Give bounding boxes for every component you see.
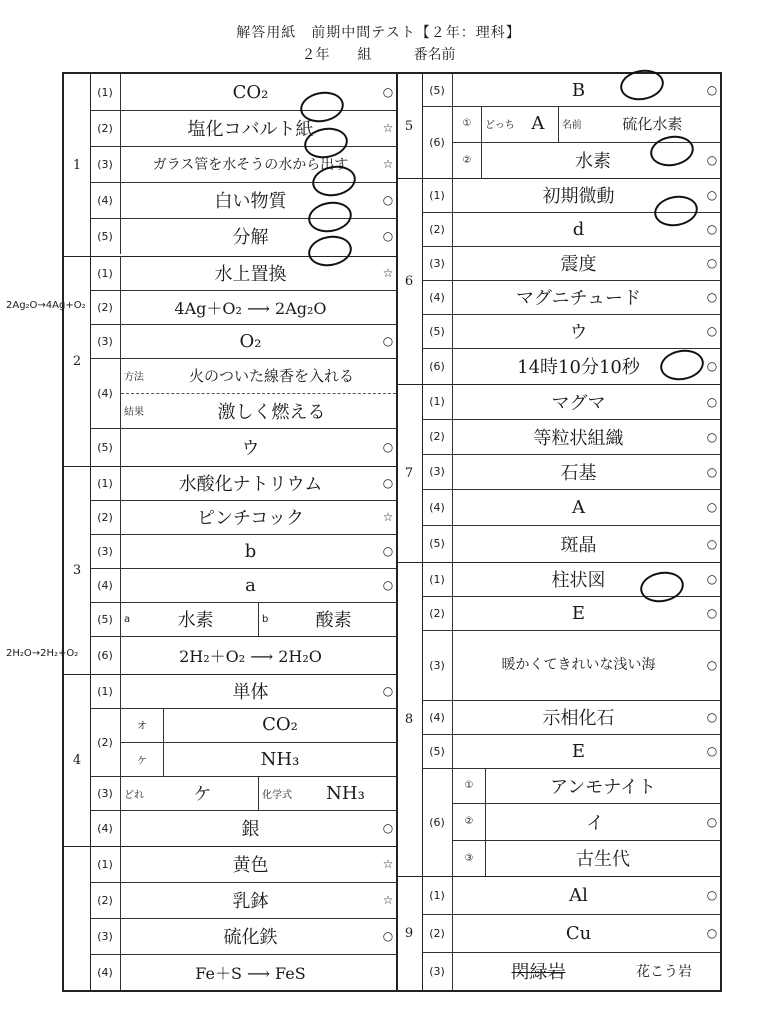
answer-text: 14時10分10秒 [517,357,640,378]
answer-text: 硫化水素 [622,115,683,134]
question-number: (4) [90,358,121,428]
answer-text: アンモナイト [549,776,657,798]
answer-row [422,280,720,315]
answer-row [90,776,396,811]
question-number: (4) [90,810,121,846]
result-label: 結果 [124,407,144,419]
answer-row [422,384,720,420]
answer-row [90,918,396,955]
answer-text: 閃緑岩 [511,962,566,983]
section-4 [64,674,396,847]
question-number: (2) [90,882,121,918]
answer-text: NH₃ [260,748,300,770]
answer-row [422,525,720,562]
answer-row [422,700,720,735]
margin-note: 2Ag₂O→4Ag+O₂ [6,300,86,311]
question-number: (4) [422,489,453,525]
answer-text: 単体 [232,682,269,703]
answer-text: E [571,740,586,762]
answer-sheet [62,72,722,992]
method-label: 方法 [124,371,144,383]
mark-symbol: ☆ [382,266,394,280]
answer-row [90,466,396,501]
page-title: 解答用紙 前期中間テスト【２年：理科】 [236,25,521,41]
answer-text: 硫化鉄 [223,927,278,948]
question-number: (2) [422,596,453,630]
section-4b [64,846,396,990]
formula-label: 化学式 [262,789,292,801]
section-number: 2 [64,256,91,466]
question-number: (5) [422,314,453,348]
which-label: どれ [124,789,144,801]
mark-symbol: ○ [706,606,718,620]
answer-row [90,358,396,429]
question-number: (1) [422,178,453,212]
answer-text: A [531,113,545,135]
question-number: (5) [422,525,453,562]
answer-row [90,882,396,919]
mark-symbol: ○ [706,290,718,304]
answer-text: Al [569,884,588,906]
sub-number: ③ [453,841,486,876]
option-label: a [124,613,131,625]
answer-row [422,596,720,631]
mark-symbol: ○ [706,744,718,758]
answer-row [90,846,396,883]
answer-row [422,454,720,490]
answer-text: 白い物質 [214,191,287,212]
question-number: (3) [422,630,453,700]
question-number: (5) [90,602,121,636]
mark-symbol: ○ [706,359,718,373]
question-number: (2) [422,914,453,952]
answer-text: ウ [569,322,588,343]
answer-text: CO₂ [262,714,298,736]
section-9 [396,876,720,990]
option-label: ケ [121,743,164,777]
section-number [64,846,91,990]
question-number: (3) [90,776,121,810]
sub-number: ① [453,106,482,142]
answer-row [422,914,720,953]
question-number: (2) [422,212,453,246]
question-number: (4) [90,954,121,990]
answer-text: マグニチュード [515,288,642,309]
mark-symbol: ○ [706,710,718,724]
question-number: (2) [90,500,121,534]
mark-symbol: ○ [382,821,394,835]
mark-symbol: ○ [706,888,718,902]
mark-symbol: ○ [382,929,394,943]
question-number: (1) [90,74,121,110]
mark-symbol: ○ [706,658,718,672]
question-number: (6) [90,636,121,674]
answer-text: 斑晶 [560,534,597,556]
question-number: (6) [422,768,453,876]
question-number: (3) [422,952,453,990]
question-number: (1) [422,384,453,419]
mark-symbol: ○ [706,394,718,409]
mark-symbol: ○ [382,334,394,348]
answer-row [90,708,396,777]
answer-row [90,428,396,466]
section-8 [396,562,720,877]
answer-text: b [244,540,257,562]
which-label: どっち [485,120,515,132]
section-7 [396,384,720,563]
question-number: (2) [90,290,121,324]
question-number: (1) [90,846,121,882]
sub-number: ② [453,143,482,179]
answer-text: a [245,574,256,596]
answer-row [422,489,720,526]
answer-text: 暖かくてきれいな浅い海 [501,657,656,673]
question-number: (1) [422,562,453,596]
mark-symbol: ○ [706,429,718,444]
answer-text: NH₃ [326,782,365,804]
mark-symbol: ○ [706,256,718,270]
question-number: (3) [90,146,121,182]
mark-symbol: ○ [382,193,394,207]
answer-row [90,636,396,674]
answer-text: 水素 [575,151,611,173]
answer-text: 古生代 [576,849,630,871]
answer-row [422,876,720,915]
answer-text: 2H₂＋O₂ ⟶ 2H₂O [179,646,322,666]
section-1 [64,74,396,257]
answer-text: B [571,79,586,101]
section-number: 1 [64,74,91,256]
question-number: (1) [90,674,121,708]
answer-row [422,734,720,769]
mark-symbol: ○ [706,324,718,338]
answer-text: ケ [193,784,212,805]
answer-text: イ [586,812,604,834]
question-number: (3) [422,246,453,280]
answer-row [90,110,396,147]
answer-text: ウ [241,438,260,459]
answer-row [422,419,720,455]
mark-symbol: ☆ [382,121,394,135]
mark-symbol: ○ [706,814,718,829]
answer-text: 激しく燃える [217,401,326,423]
answer-text: 示相化石 [542,708,615,729]
answer-row [422,74,720,107]
correction-text: 花こう岩 [636,964,692,980]
mark-symbol: ○ [706,500,718,514]
answer-row [90,500,396,535]
mark-symbol: ○ [706,926,718,940]
answer-text: 等粒状組織 [533,427,624,449]
answer-row [90,954,396,990]
answer-row [90,534,396,569]
mark-symbol: ○ [706,222,718,236]
mark-symbol: ○ [706,188,718,202]
answer-row [90,602,396,637]
section-number: 6 [396,178,423,384]
section-number: 7 [396,384,423,562]
question-number: (5) [422,74,453,106]
answer-row [90,568,396,603]
answer-text: 酸素 [315,610,352,631]
answer-row [422,768,720,876]
section-number: 4 [64,674,91,846]
mark-symbol: ○ [706,83,718,97]
mark-symbol: ○ [382,544,394,558]
answer-row [422,952,720,990]
answer-text: 水上置換 [214,264,287,285]
answer-text: E [571,602,586,624]
mark-symbol: ○ [382,440,394,454]
answer-text: 4Ag＋O₂ ⟶ 2Ag₂O [174,298,327,318]
answer-text: 柱状図 [551,570,606,591]
question-number: (2) [90,708,121,776]
sub-number: ① [453,768,486,803]
answer-text: ガラス管を水そうの水から出す [152,157,349,173]
answer-text: Cu [565,922,592,944]
section-2 [64,256,396,467]
mark-symbol: ○ [706,153,718,168]
question-number: (2) [90,110,121,146]
answer-text: 分解 [232,227,269,248]
answer-row [90,810,396,846]
answer-text: 乳鉢 [232,891,269,912]
question-number: (4) [90,568,121,602]
answer-text: 初期微動 [542,186,615,207]
answer-text: 銀 [241,819,260,840]
answer-text: 水素 [177,610,214,631]
page-subtitle: ２年 組 番名前 [301,47,456,63]
mark-symbol: ○ [382,578,394,592]
answer-text: ピンチコック [197,508,304,529]
answer-text: Fe＋S ⟶ FeS [195,963,306,983]
answer-row [90,674,396,709]
section-number: 5 [396,74,423,178]
answer-text: O₂ [239,330,262,352]
mark-symbol: ☆ [382,157,394,171]
question-number: (6) [422,106,453,178]
question-number: (1) [90,256,121,290]
question-number: (3) [90,324,121,358]
answer-text: 黄色 [232,855,269,876]
mark-symbol: ○ [706,536,718,551]
answer-text: 震度 [560,254,597,275]
section-3 [64,466,396,675]
question-number: (5) [90,218,121,254]
option-label: b [262,613,269,625]
mark-symbol: ○ [382,476,394,490]
sub-number: ② [453,804,486,839]
mark-symbol: ○ [382,85,394,99]
mark-symbol: ○ [706,464,718,479]
question-number: (1) [90,466,121,500]
answer-row [422,630,720,701]
answer-text: 火のついた線香を入れる [188,366,354,385]
answer-row [422,314,720,349]
question-number: (4) [422,700,453,734]
answer-row [90,290,396,325]
question-number: (3) [422,454,453,489]
answer-row [90,256,396,291]
answer-row [90,324,396,359]
question-number: (5) [422,734,453,768]
section-number: 8 [396,562,423,876]
answer-text: CO₂ [232,81,269,103]
mark-symbol: ☆ [382,893,394,907]
section-number: 9 [396,876,423,990]
name-label: 名前 [558,106,585,142]
margin-note: 2H₂O→2H₂+O₂ [6,648,79,659]
question-number: (5) [90,428,121,466]
question-number: (4) [422,280,453,314]
answer-row [90,74,396,111]
answer-text: 塩化コバルト紙 [187,119,314,140]
answer-text: 水酸化ナトリウム [178,474,323,495]
mark-symbol: ☆ [382,510,394,524]
answer-text: 石基 [560,462,597,484]
question-number: (3) [90,918,121,954]
question-number: (4) [90,182,121,218]
answer-text: マグマ [551,392,606,414]
question-number: (2) [422,419,453,454]
answer-text: A [572,496,585,518]
question-number: (1) [422,876,453,914]
answer-text: d [572,218,585,240]
mark-symbol: ○ [382,229,394,243]
section-number: 3 [64,466,91,674]
answer-row [422,246,720,281]
mark-symbol: ☆ [382,857,394,871]
question-number: (3) [90,534,121,568]
mark-symbol: ○ [706,572,718,586]
mark-symbol: ○ [382,684,394,698]
option-label: オ [121,708,164,742]
question-number: (6) [422,348,453,384]
